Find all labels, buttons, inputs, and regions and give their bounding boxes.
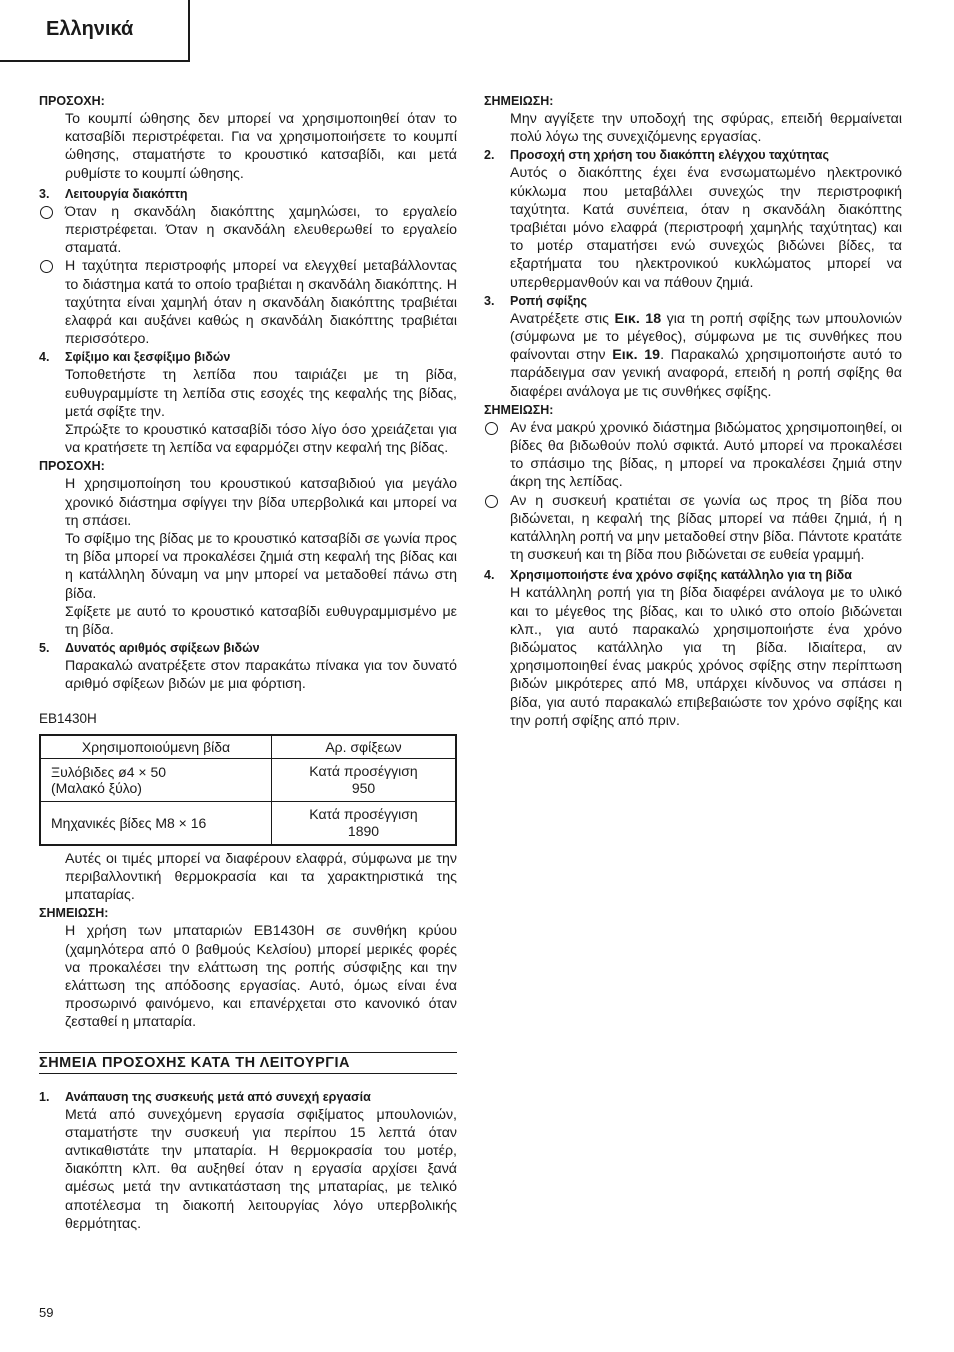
text-run: για τη ροπή σφίξης των μπουλονιών (σύμφωνα με το μέγεθος), σύμφωνα με τις συνθήκες που φαίνονται στην (510, 310, 902, 364)
approx-label: Κατά προσέγγιση (309, 805, 418, 822)
table-cell (272, 801, 457, 845)
caution-label: ΠΡΟΣΟΧΗ: (39, 94, 105, 108)
bullet-item (39, 257, 457, 348)
paragraph: Αυτές οι τιμές μπορεί να διαφέρουν ελαφρά, σύμφωνα με την περιβαλλοντική θερμοκρασία και τα χαρακτηριστικά της μπαταρίας. (65, 850, 457, 904)
bullet-text: Όταν η σκανδάλη διακόπτης χαμηλώσει, το εργαλείο περιστρέφεται. Όταν η σκανδάλη ελευθερωθεί το εργαλείο σταματά. (65, 203, 457, 257)
text-run: Ανατρέξετε στις (510, 310, 615, 327)
section-number: 4. (484, 568, 495, 583)
screw-note: (Μαλακό ξύλο) (51, 779, 142, 796)
table-cell (40, 801, 272, 845)
count-value: 1890 (347, 822, 380, 839)
table-cell (272, 758, 457, 801)
language-label: Ελληνικά (46, 18, 134, 40)
caution-text: Το κουμπί ώθησης δεν μπορεί να χρησιμοποιηθεί όταν το κατσαβίδι περιστρέφεται. Για να χρησιμοποιήσετε το κουμπί ώθησης, σταματήστε το κρουστικό κατσαβίδι, και μετά ρυθμίστε το κουμπί ώθησης. (65, 111, 457, 182)
paragraph (510, 310, 902, 401)
language-tab (0, 0, 190, 62)
paragraph: Τοποθετήστε τη λεπίδα που ταιριάζει με τη βίδα, ευθυγραμμίστε τη λεπίδα στις εσοχές της κεφαλής της βίδας, μετά σφίξτε την. (65, 367, 457, 420)
count-value: 950 (351, 779, 376, 796)
bullet-text: Αν η συσκευή κρατιέται σε γωνία ως προς τη βίδα που βιδώνεται, η κεφαλή της βίδας μπορεί να πάθει ζημιά, ή η κατάλληλη ροπή να μην μεταδοθεί στην βίδα. Πάντοτε κρατάτε τη συσκευή και τη βίδα που βιδώνεται σε ευθεία γραμμή. (510, 492, 902, 564)
paragraph: Η χρησιμοποίηση του κρουστικού κατσαβιδιού για μεγάλο χρονικό διάστημα σφίγγει την βίδα υπερβολικά και μπορεί να τη σπάσει. (65, 476, 457, 529)
section-3-heading (39, 185, 457, 203)
bullet-text: Η ταχύτητα περιστροφής μπορεί να ελεγχθεί μεταβάλλοντας το διάστημα κατά το οποίο τραβιέται η σκανδάλη διακόπτης. Η ταχύτητα είναι χαμηλή όταν η σκανδάλη διακόπτης τραβιέται ελαφρά και αυξάνει καθώς η σκανδάλη διακόπτης τραβιέται περισσότερο. (65, 258, 457, 348)
section-title: Ροπή σφίξης (510, 293, 587, 308)
paragraph: Το σφίξιμο της βίδας με το κρουστικό κατσαβίδι σε γωνία προς τη βίδα μπορεί να προκαλέσει ζημιά στη κεφαλή της βίδας και η κατάλληλη δύναμη να μην μπορεί να μεταδοθεί πάνω στη βίδα. (65, 531, 457, 602)
paragraph: Μετά από συνεχόμενη εργασία σφιξίματος μπουλονιών, σταματήστε την συσκευή για περίπου 15 λεπτά όταν αντικαθιστάτε την μπαταρία. Η θερμοκρασία του μοτέρ, διακόπτη κλπ. θα αυξηθεί όταν η εργασία αρχίσει ξανά αμέσως μετά την αντικατάσταση της μπαταρίας, με τελικό αποτέλεσμα τη διακοπή λειτουργίας λόγο υπερβολικής θερμότητας. (65, 1106, 457, 1232)
section-4-heading (39, 348, 457, 366)
right-column (484, 92, 902, 730)
fastening-count-table (39, 734, 457, 846)
bullet-item (484, 492, 902, 565)
paragraph: Παρακαλώ ανατρέξετε στον παρακάτω πίνακα για τον δυνατό αριθμό σφίξεων βιδών με μια φόρτιση. (65, 658, 457, 693)
model-label: EB1430H (39, 710, 97, 726)
paragraph: Σπρώξτε το κρουστικό κατσαβίδι τόσο λίγο όσο χρειάζεται για να κρατήσετε τη λεπίδα να εφαρμόζει στην κεφαλή της βίδας. (65, 422, 457, 457)
page-number: 59 (39, 1305, 54, 1320)
paragraph: Σφίξετε με αυτό το κρουστικό κατσαβίδι ευθυγραμμισμένο με τη βίδα. (65, 603, 457, 639)
text-run: . Παρακαλώ χρησιμοποιήστε αυτό το παράδειγμα σαν γενική αναφορά, επειδή η ροπή σφίξης θα διαφέρει ανάλογα με τις συνθήκες σφίξης. (510, 347, 902, 400)
paragraph: Η κατάλληλη ροπή για τη βίδα διαφέρει ανάλογα με το υλικό και το μέγεθος της βίδας, και το υλικό στο οποίο βιδώνεται κλπ., για αυτό παρακαλώ χρησιμοποιήστε ένα χρόνο βιδώματος κατάλληλο για τη βίδα. Ιδιαίτερα, αν χρησιμοποιηθεί ένας μακρύς χρόνος σφίξης στην περίπτωση βιδών μικρότερες από M8, υπάρχει κίνδυνος να σπάσει η βίδα, για αυτό παρακαλώ επιβεβαιώστε τον χρόνο σφίξης και την ροπή σφίξης από πριν. (510, 585, 902, 729)
circle-bullet-icon (484, 419, 510, 492)
table-header-cell: Χρησιμοποιούμενη βίδα (40, 735, 272, 759)
section-number: 5. (39, 641, 50, 656)
paragraph: Η χρήση των μπαταριών EB1430H σε συνθήκη κρύου (χαμηλότερα από 0 βαθμούς Κελσίου) μπορεί μερικές φορές να προκαλέσει την ελάττωση της ροπής σύσφιξης και την ελάττωση της απόδοσης εργασίας. Αυτό, όμως είναι ένα προσωρινό φαινόμενο, και επανέρχεται στο κανονικό όταν ζεσταθεί η μπαταρία. (65, 923, 457, 1031)
screw-type: Ξυλόβιδες ø4 × 50 (51, 763, 167, 780)
section-title: Προσοχή στη χρήση του διακόπτη ελέγχου ταχύτητας (510, 148, 829, 163)
screw-type: Μηχανικές βίδες M8 × 16 (51, 814, 207, 831)
operation-3-heading (484, 292, 902, 310)
operation-1-heading (39, 1088, 457, 1106)
section-title: Δυνατός αριθμός σφίξεων βιδών (65, 641, 260, 656)
note-label: ΣΗΜΕΙΩΣΗ: (39, 906, 109, 921)
section-title: Χρησιμοποιήστε ένα χρόνο σφίξης κατάλληλο για τη βίδα (510, 568, 852, 583)
section-5-heading (39, 639, 457, 657)
table-header-row (40, 735, 456, 759)
caution-label: ΠΡΟΣΟΧΗ: (39, 459, 105, 474)
table-row (40, 758, 456, 801)
note-label: ΣΗΜΕΙΩΣΗ: (484, 402, 554, 417)
figure-reference: Εικ. 18 (614, 310, 662, 327)
figure-reference: Εικ. 19 (612, 347, 661, 364)
paragraph: Αυτός ο διακόπτης έχει ένα ενσωματωμένο ηλεκτρονικό κύκλωμα που μεταβάλλει συνεχώς την περιστροφική ταχύτητα. Κατά συνέπεια, όταν η σκανδάλη διακόπτης τραβιέται μόνο ελαφρά (περιστροφή χαμηλής ταχύτητας) και το μοτέρ σταματήσει ενώ συνεχώς βιδώνει βίδες, τα εξαρτήματα του ηλεκτρονικού κυκλώματος μπορεί να υπερθερμανθούν και να πάθουν ζημιά. (510, 165, 902, 291)
section-number: 1. (39, 1089, 50, 1104)
section-number: 2. (484, 148, 495, 163)
section-number: 3. (39, 186, 50, 201)
section-title: Σφίξιμο και ξεσφίξιμο βιδών (65, 350, 231, 365)
table-row (40, 801, 456, 845)
paragraph: Μην αγγίξετε την υποδοχή της σφύρας, επειδή θερμαίνεται πολύ λόγω της συνεχιζόμενης εργασίας. (510, 111, 902, 146)
bullet-item (484, 419, 902, 492)
approx-label: Κατά προσέγγιση (309, 762, 418, 779)
operation-2-heading (484, 146, 902, 164)
circle-bullet-icon (39, 203, 65, 258)
section-number: 4. (39, 350, 50, 365)
table-cell (40, 758, 272, 801)
operation-4-heading (484, 566, 902, 584)
circle-bullet-icon (39, 257, 65, 348)
table-header-cell: Αρ. σφίξεων (272, 735, 457, 759)
left-column (39, 92, 457, 1233)
bullet-text: Αν ένα μακρύ χρονικό διάστημα βιδώματος χρησιμοποιηθεί, οι βίδες θα βιδωθούν πολύ σφικτά. Αυτό μπορεί να προκαλέσει το σπάσιμο της βίδας, η μπορεί να προκαλέσει ζημιά στην άκρη της λεπίδας. (510, 419, 902, 491)
section-number: 3. (484, 293, 495, 308)
section-heading: ΣΗΜΕΙΑ ΠΡΟΣΟΧΗΣ ΚΑΤΑ ΤΗ ΛΕΙΤΟΥΡΓΙΑ (39, 1052, 457, 1074)
note-label: ΣΗΜΕΙΩΣΗ: (484, 94, 554, 108)
circle-bullet-icon (484, 492, 510, 565)
section-title: Ανάπαυση της συσκευής μετά από συνεχή εργασία (65, 1089, 371, 1104)
section-title: Λειτουργία διακόπτη (65, 186, 188, 201)
bullet-item (39, 203, 457, 258)
